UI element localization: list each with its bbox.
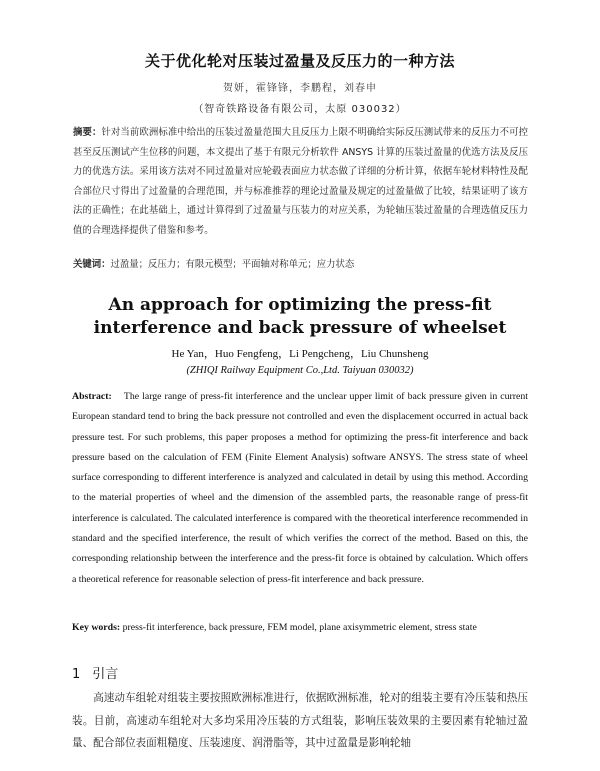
- section-heading: [72, 663, 118, 682]
- section-title: 引言: [92, 667, 119, 682]
- english-keywords-label: Key words:: [72, 622, 121, 633]
- chinese-abstract-label: 摘要：: [73, 127, 102, 138]
- chinese-title: 关于优化轮对压装过盈量及反压力的一种方法: [144, 52, 455, 70]
- chinese-keywords: [73, 256, 528, 270]
- chinese-affiliation: （智奇铁路设备有限公司，太原 030032）: [193, 104, 407, 115]
- chinese-keywords-label: 关键词：: [73, 259, 111, 270]
- section-paragraph: 高速动车组轮对组装主要按照欧洲标准进行，依据欧洲标准，轮对的组装主要有冷压装和热压装。目前，高速动车组轮对大多均采用冷压装的方式组装，影响压装效果的主要因素有轮轴过盈量、配合部位表面粗糙度、压装速度、润滑脂等，其中过盈量是影响轮轴: [72, 692, 528, 749]
- english-abstract-text: The large range of press-fit interference and the unclear upper limit of back pressure given in current European standard tend to bring the back pressure not controlled and even the displacement occurred in actual back pressure test. For such problems, this paper proposes a method for optimizing the press-fit interference and back pressure based on the calculation of FEM (Finite Element Analysis) software ANSYS. The stress state of wheel surface corresponding to different interference is analyzed and calculated in detail by using this method. According to the material properties of wheel and the dimension of the assembled parts, the reasonable range of press-fit interference is calculated. The calculated interference is compared with the theoretical interference recommended in standard and the specified interference, the result of which verifies the correct of the method. Based on this, the corresponding relationship between the interference and the press-fit force is obtained by calculation. Which offers a theoretical reference for reasonable selection of press-fit interference and back pressure.: [72, 391, 528, 585]
- chinese-keywords-text: 过盈量；反压力；有限元模型；平面轴对称单元；应力状态: [110, 259, 355, 270]
- english-affiliation: (ZHIQI Railway Equipment Co.,Ltd. Taiyuan 030032): [186, 365, 414, 376]
- chinese-abstract-text: 针对当前欧洲标准中给出的压装过盈量范围大且反压力上限不明确给实际反压测试带来的反压力不可控甚至反压测试产生位移的问题，本文提出了基于有限元分析软件 ANSYS 计算的压装过盈量的优选方法及反压力的优选方法。采用该方法对不同过盈量对应轮毂表面应力状态做了详细的分析计算，依据车轮材料特性及配合部位尺寸得出了过盈量的合理范围，并与标准推荐的理论过盈量及规定的过盈量做了比较，结果证明了该方法的正确性；在此基础上，通过计算得到了过盈量与压装力的对应关系，为轮轴压装过盈量的合理选值反压力值的合理选择提供了借鉴和参考。: [73, 127, 528, 236]
- chinese-authors: 贺妍，霍锋锋，李鹏程，刘春申: [223, 83, 377, 94]
- chinese-abstract: [73, 123, 528, 241]
- english-authors: He Yan，Huo Fengfeng，Li Pengcheng，Liu Chunsheng: [171, 348, 429, 360]
- english-abstract: [72, 387, 528, 590]
- english-abstract-label: Abstract:: [72, 391, 112, 402]
- section-number: 1: [72, 667, 81, 682]
- english-keywords: [72, 622, 528, 633]
- english-keywords-text: press-fit interference, back pressure, FEM model, plane axisymmetric element, stress state: [122, 622, 477, 633]
- english-title: An approach for optimizing the press-fit interference and back pressure of wheelset: [93, 295, 507, 338]
